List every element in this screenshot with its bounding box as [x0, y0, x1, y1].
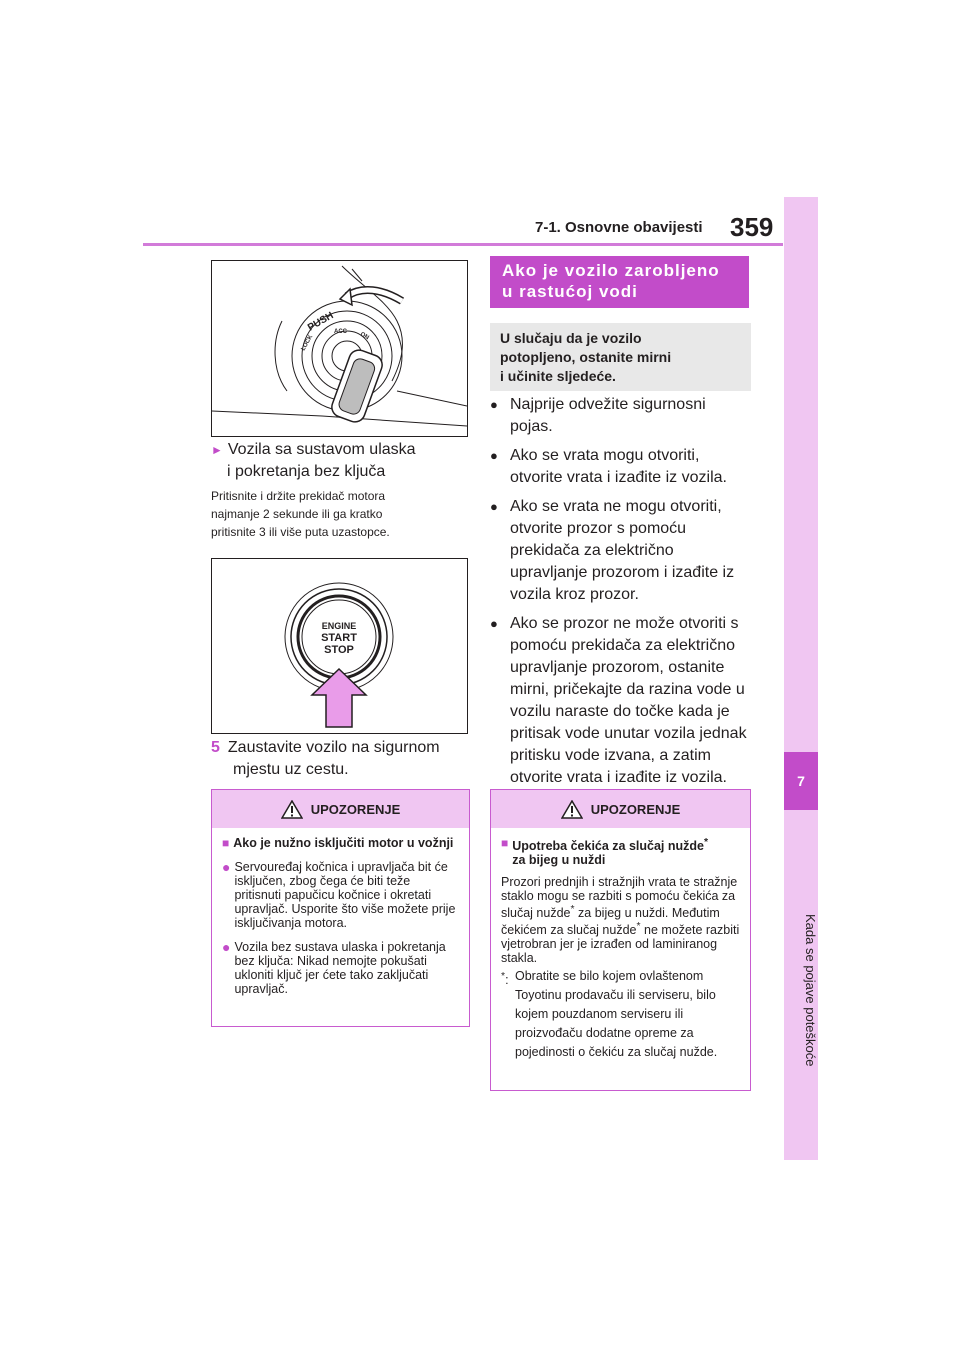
list-item: ● Najprije odvežite sigurnosni pojas. [490, 394, 752, 438]
button-label-engine: ENGINE [321, 621, 357, 631]
warning-heading: Ako je nužno isključiti motor u vožnji [233, 836, 454, 850]
list-item: ● Ako se prozor ne može otvoriti s pomoću prekidača za električno upravljanje prozorom, ostanite mirni, pričekajte da razina vode u vozilu naraste do točke kada je pritisak vode unutar vozila jednak pritisku vode izvana, a zatim otvorite vrata i izađite iz vozila. [490, 613, 752, 789]
intro-box: U slučaju da je vozilo potopljeno, ostanite mirni i učinite sljedeće. [490, 323, 751, 391]
bullet-dot-icon: ● [490, 448, 498, 463]
bullet-dot-icon: ● [490, 616, 498, 631]
key-label-lock: LOCK [300, 334, 315, 352]
engine-start-button-illustration [212, 559, 467, 733]
warning-triangle-icon [561, 800, 583, 819]
button-label-stop: STOP [324, 644, 354, 656]
key-label-push: PUSH [306, 310, 336, 334]
circle-bullet-icon: ● [222, 859, 231, 875]
warning-item: Servouređaj kočnica i upravljača bit će isključen, zbog čega će biti teže pritisnuti papučicu kočnice i okretati upravljač. Usporite što više možete prije isključivanja motora. [234, 860, 456, 930]
warning-box-engine-off [211, 789, 470, 1027]
warning-item: Vozila bez sustava ulaska i pokretanja bez ključa: Nikad nemojte pokušati ukloniti ključ jer ćete tako zaključati upravljač. [234, 940, 446, 996]
square-bullet-icon: ■ [501, 836, 509, 850]
footnote: *: Obratite se bilo kojem ovlaštenom Toyotinu prodavaču ili serviseru, bilo kojem pouzdanom serviseru ili proizvođaču dodatne opreme za pojedinosti o čekiću za slučaj nužde. [501, 969, 718, 1060]
chapter-title-vertical: Kada se pojave poteškoće [803, 913, 818, 1067]
circle-bullet-icon: ● [222, 939, 231, 955]
engine-start-button-figure [211, 558, 468, 734]
ignition-key-illustration [212, 261, 467, 436]
key-label-acc: ACC [334, 329, 347, 335]
warning-triangle-icon [281, 800, 303, 819]
keyless-instructions: Pritisnite i držite prekidač motora najmanje 2 sekunde ili ga kratko pritisnite 3 ili više puta uzastopce. [211, 489, 390, 539]
chapter-number-tab: 7 [784, 752, 818, 810]
square-bullet-icon: ■ [222, 836, 230, 850]
press-arrow-icon [312, 669, 366, 727]
bullet-dot-icon: ● [490, 397, 498, 412]
warning-header: UPOZORENJE [491, 790, 750, 828]
list-item: ● Ako se vrata ne mogu otvoriti, otvorite prozor s pomoću prekidača za električno upravljanje prozorom i izađite iz vozila kroz prozor. [490, 496, 752, 606]
page-number: 359 [730, 212, 774, 242]
triangle-bullet-icon: ► [211, 443, 223, 457]
button-label-start: START [321, 632, 357, 644]
section-title: 7-1. Osnovne obavijesti [535, 219, 703, 236]
ignition-key-figure [211, 260, 468, 437]
list-item: ● Ako se vrata mogu otvoriti, otvorite vrata i izađite iz vozila. [490, 445, 752, 489]
key-label-on: ON [359, 331, 370, 342]
keyless-subheading: ► Vozila sa sustavom ulaska i pokretanja bez ključa [211, 441, 416, 480]
warning-box-emergency-hammer [490, 789, 751, 1091]
step-5: 5 Zaustavite vozilo na sigurnom mjestu uz cestu. [211, 739, 440, 778]
rising-water-steps [490, 394, 752, 796]
warning-header: UPOZORENJE [212, 790, 469, 828]
section-heading-rising-water: Ako je vozilo zarobljeno u rastućoj vodi [490, 256, 749, 308]
bullet-dot-icon: ● [490, 499, 498, 514]
warning-heading: Upotreba čekića za slučaj nužde* za bijeg u nuždi [512, 837, 709, 868]
header-rule [143, 243, 783, 246]
warning-body: Prozori prednjih i stražnjih vrata te stražnje staklo mogu se razbiti s pomoću čekića za slučaj nužde* za bijeg u nuždi. Međutim čekićem za slučaj nužde* ne možete razbiti vjetrobran jer je izrađen od laminiranog stakla. [501, 875, 740, 966]
